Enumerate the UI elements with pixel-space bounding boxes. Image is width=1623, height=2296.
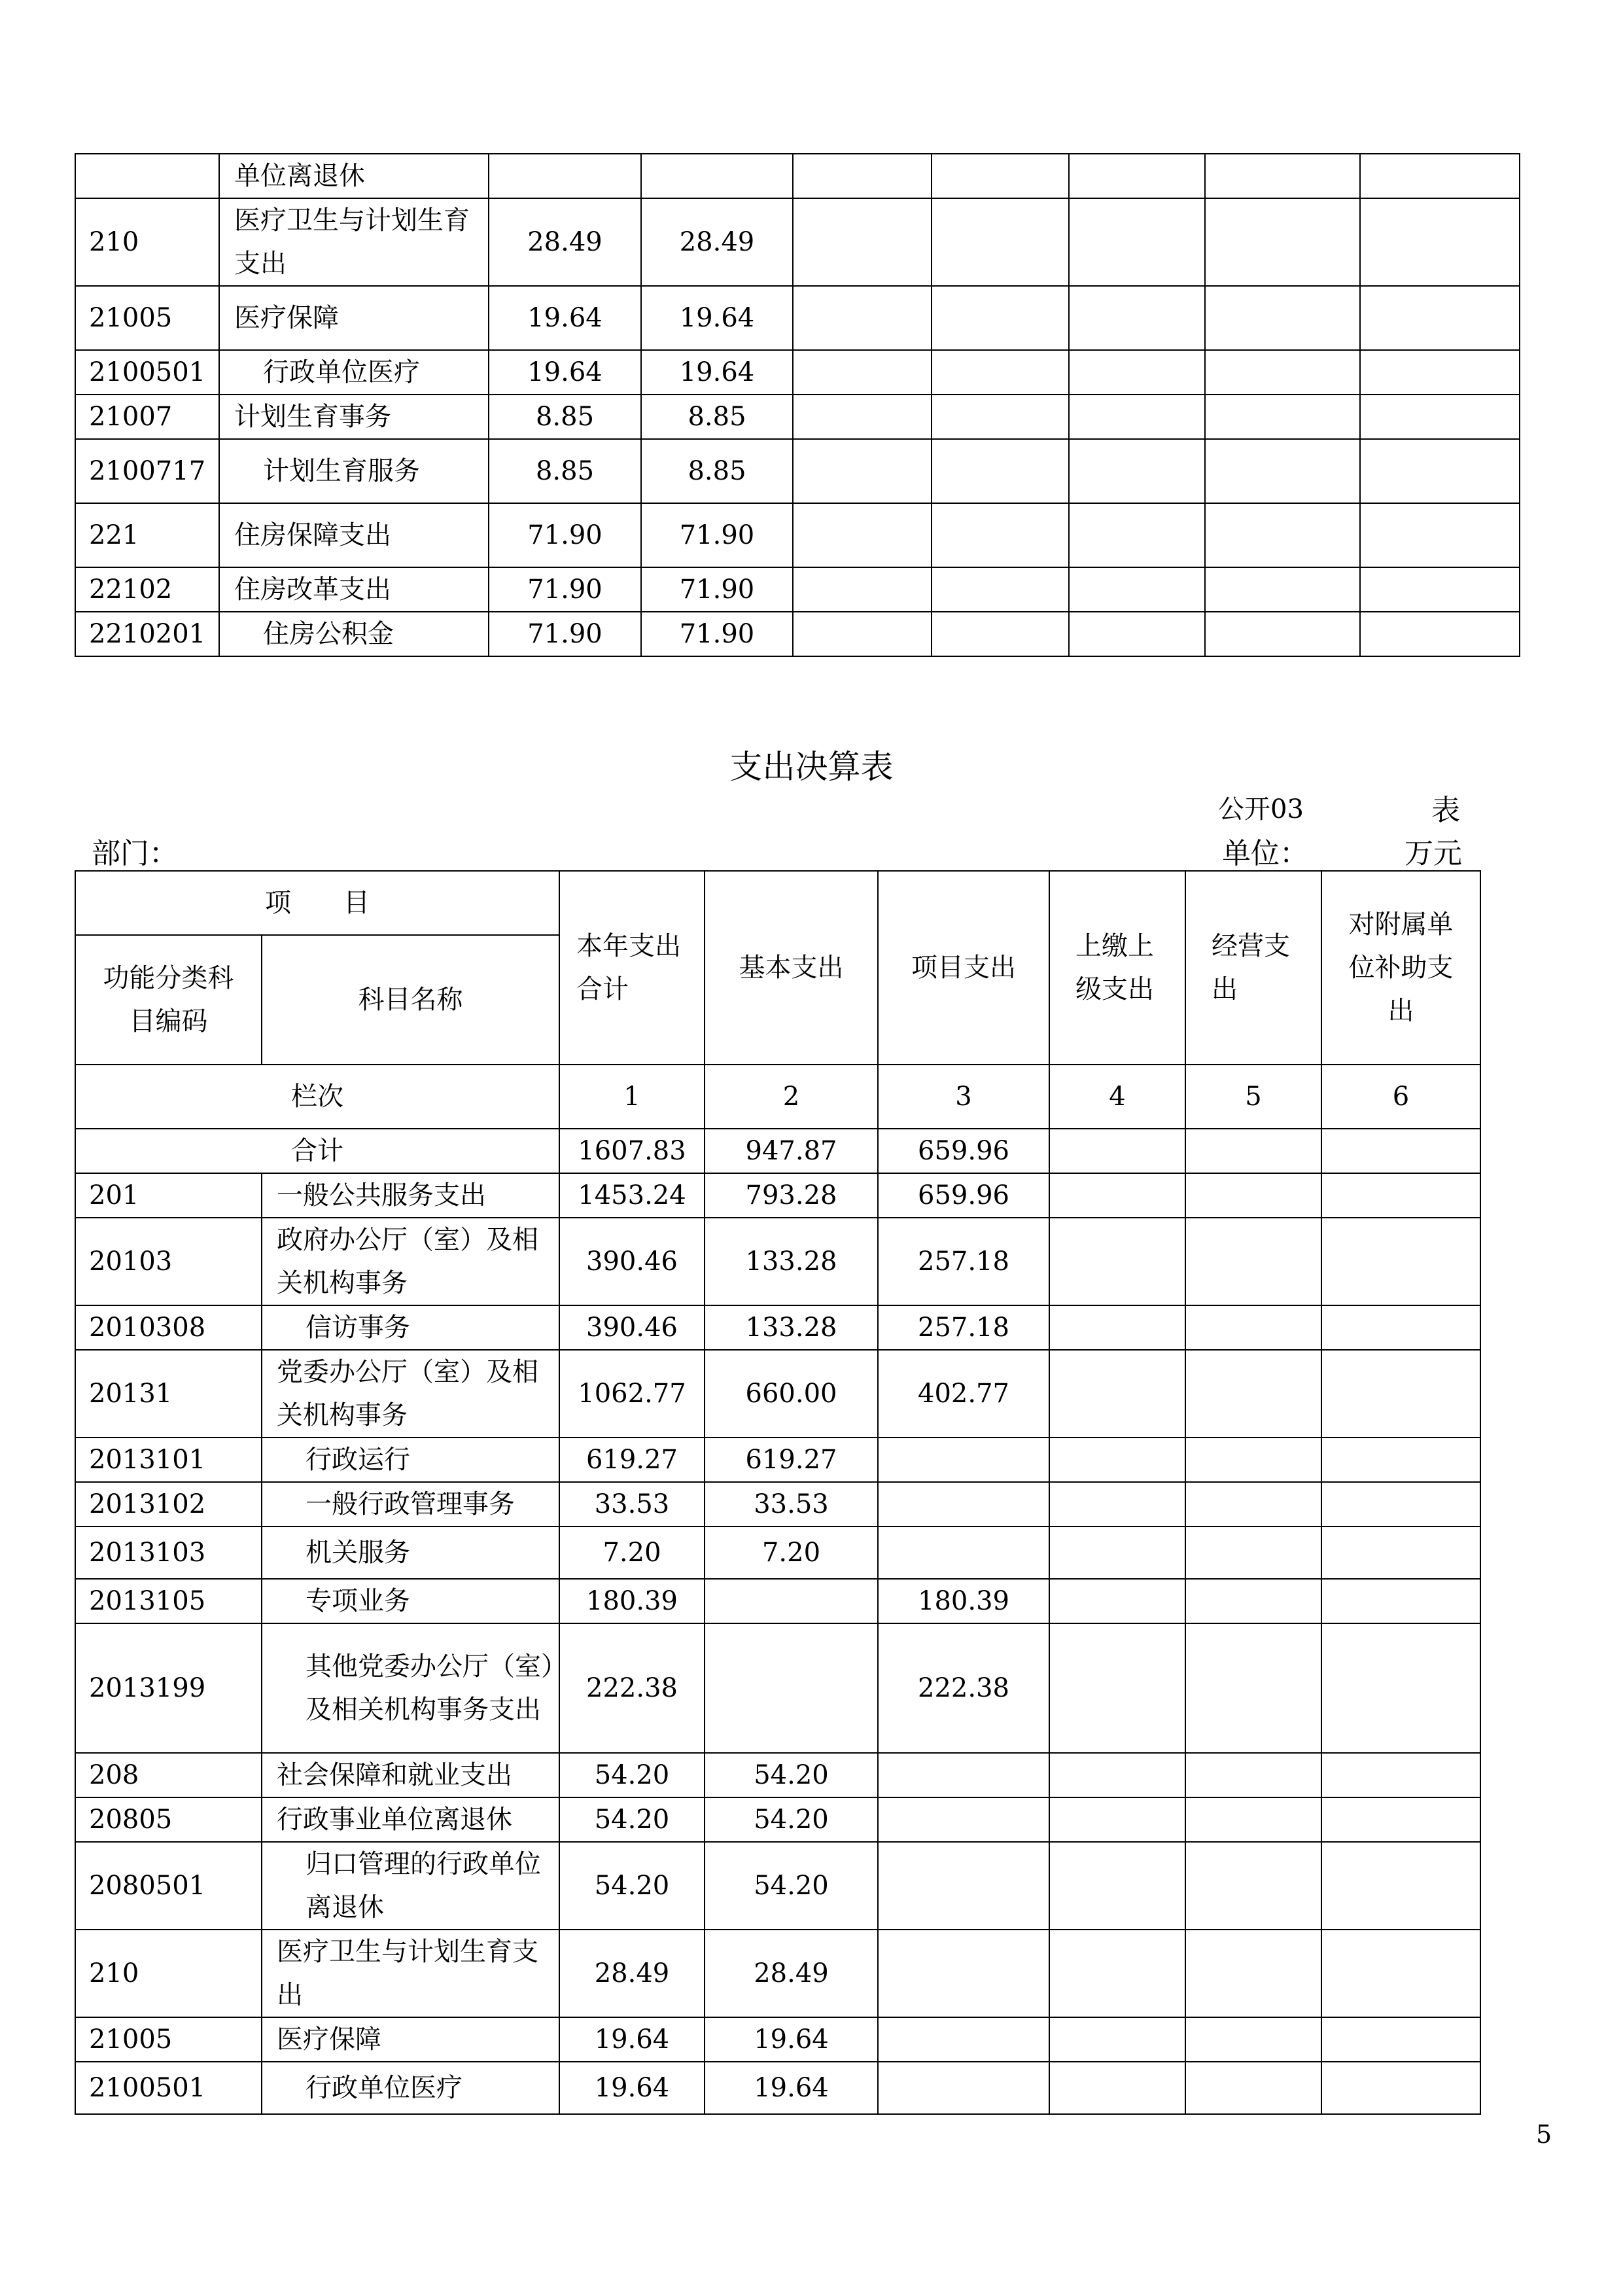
table-row <box>75 1842 1480 1930</box>
value-basic: 19.64 <box>641 350 793 395</box>
subject-name: 归口管理的行政单位离退休 <box>262 1842 559 1930</box>
table-row <box>75 1527 1480 1579</box>
empty-cell <box>1069 198 1205 286</box>
value-basic: 28.49 <box>705 1930 878 2017</box>
empty-cell <box>1321 1842 1480 1930</box>
dept-label: 部门： <box>92 837 178 870</box>
empty-cell <box>793 612 932 656</box>
column-number: 2 <box>705 1065 878 1129</box>
subject-name: 行政单位医疗 <box>262 2062 559 2114</box>
value-total: 54.20 <box>559 1842 705 1930</box>
table-number: 公开03 <box>1218 794 1304 824</box>
empty-cell <box>1185 1930 1321 2017</box>
value-basic: 19.64 <box>705 2062 878 2114</box>
value-item: 257.18 <box>878 1218 1049 1305</box>
empty-cell <box>932 567 1069 612</box>
value-basic: 19.64 <box>705 2017 878 2062</box>
empty-cell <box>932 395 1069 439</box>
subject-name: 医疗保障 <box>262 2017 559 2062</box>
page-number: 5 <box>1536 2120 1552 2149</box>
header-project: 项 目 <box>75 871 559 935</box>
empty-cell <box>1321 1623 1480 1753</box>
empty-cell <box>793 198 932 286</box>
total-value: 1607.83 <box>559 1129 705 1173</box>
empty-cell <box>1360 154 1520 198</box>
empty-cell <box>793 154 932 198</box>
empty-cell <box>793 503 932 567</box>
empty-cell <box>1321 1305 1480 1350</box>
empty-cell <box>1049 1842 1185 1930</box>
subject-name: 计划生育事务 <box>219 395 489 439</box>
value-item <box>878 1930 1049 2017</box>
value-basic: 660.00 <box>705 1350 878 1438</box>
value-basic: 8.85 <box>641 439 793 503</box>
subject-code: 2013101 <box>75 1438 262 1482</box>
empty-cell <box>1321 1438 1480 1482</box>
subject-code: 201 <box>75 1173 262 1218</box>
empty-cell <box>1360 612 1520 656</box>
empty-cell <box>932 286 1069 350</box>
total-value: 659.96 <box>878 1129 1049 1173</box>
table-row <box>75 395 1520 439</box>
subject-code: 21007 <box>75 395 219 439</box>
empty-cell <box>793 439 932 503</box>
header-basic: 基本支出 <box>705 871 878 1065</box>
value-total: 19.64 <box>559 2017 705 2062</box>
subject-name: 社会保障和就业支出 <box>262 1753 559 1797</box>
value-total: 54.20 <box>559 1753 705 1797</box>
subject-code: 21005 <box>75 2017 262 2062</box>
value-total: 1453.24 <box>559 1173 705 1218</box>
empty-cell <box>932 503 1069 567</box>
subject-name: 住房公积金 <box>219 612 489 656</box>
header-subsidy: 对附属单位补助支出 <box>1321 871 1480 1065</box>
value-total: 54.20 <box>559 1797 705 1842</box>
empty-cell <box>1049 1753 1185 1797</box>
value-total: 7.20 <box>559 1527 705 1579</box>
subject-name: 单位离退休 <box>219 154 489 198</box>
value-total: 8.85 <box>489 395 641 439</box>
header-name: 科目名称 <box>262 935 559 1065</box>
empty-cell <box>1185 1753 1321 1797</box>
empty-cell <box>1049 1579 1185 1623</box>
value-basic <box>641 154 793 198</box>
value-total: 222.38 <box>559 1623 705 1753</box>
empty-cell <box>1185 1129 1321 1173</box>
subject-name: 医疗卫生与计划生育支出 <box>219 198 489 286</box>
column-number: 5 <box>1185 1065 1321 1129</box>
table-row <box>75 503 1520 567</box>
empty-cell <box>1049 1218 1185 1305</box>
empty-cell <box>1205 503 1360 567</box>
subject-name: 机关服务 <box>262 1527 559 1579</box>
empty-cell <box>1321 1579 1480 1623</box>
empty-cell <box>1185 2017 1321 2062</box>
empty-cell <box>1069 503 1205 567</box>
subject-name: 住房保障支出 <box>219 503 489 567</box>
empty-cell <box>793 350 932 395</box>
subject-code: 2080501 <box>75 1842 262 1930</box>
value-basic: 54.20 <box>705 1797 878 1842</box>
table-row <box>75 154 1520 198</box>
empty-cell <box>1360 503 1520 567</box>
subject-name: 行政事业单位离退休 <box>262 1797 559 1842</box>
table-row <box>75 1797 1480 1842</box>
value-total: 71.90 <box>489 567 641 612</box>
subject-code: 22102 <box>75 567 219 612</box>
subject-code: 2013103 <box>75 1527 262 1579</box>
value-item <box>878 1797 1049 1842</box>
empty-cell <box>1321 1129 1480 1173</box>
empty-cell <box>1049 1438 1185 1482</box>
subject-code: 2013102 <box>75 1482 262 1527</box>
empty-cell <box>1185 1797 1321 1842</box>
subject-code: 21005 <box>75 286 219 350</box>
empty-cell <box>1321 1797 1480 1842</box>
empty-cell <box>1185 1623 1321 1753</box>
subject-name: 行政运行 <box>262 1438 559 1482</box>
table-row <box>75 1930 1480 2017</box>
value-basic: 54.20 <box>705 1842 878 1930</box>
value-basic: 71.90 <box>641 567 793 612</box>
empty-cell <box>1185 2062 1321 2114</box>
empty-cell <box>1049 1930 1185 2017</box>
value-basic <box>705 1623 878 1753</box>
empty-cell <box>1069 439 1205 503</box>
header-code: 功能分类科目编码 <box>75 935 262 1065</box>
table-row <box>75 1482 1480 1527</box>
subject-name: 信访事务 <box>262 1305 559 1350</box>
subject-code <box>75 154 219 198</box>
expenditure-table <box>75 870 1481 2115</box>
empty-cell <box>1069 286 1205 350</box>
table-row <box>75 1218 1480 1305</box>
empty-cell <box>932 612 1069 656</box>
empty-cell <box>1049 1797 1185 1842</box>
subject-name: 住房改革支出 <box>219 567 489 612</box>
unit-label: 单位： <box>1222 837 1308 870</box>
empty-cell <box>1321 1350 1480 1438</box>
empty-cell <box>1321 1753 1480 1797</box>
table-row <box>75 1579 1480 1623</box>
empty-cell <box>1185 1218 1321 1305</box>
empty-cell <box>1069 395 1205 439</box>
empty-cell <box>1049 1173 1185 1218</box>
empty-cell <box>793 567 932 612</box>
empty-cell <box>1049 1305 1185 1350</box>
value-basic: 28.49 <box>641 198 793 286</box>
value-total: 8.85 <box>489 439 641 503</box>
value-total: 390.46 <box>559 1218 705 1305</box>
empty-cell <box>1205 612 1360 656</box>
table-row <box>75 1438 1480 1482</box>
value-total: 390.46 <box>559 1305 705 1350</box>
value-item: 659.96 <box>878 1173 1049 1218</box>
table-row <box>75 350 1520 395</box>
table-row <box>75 567 1520 612</box>
value-basic: 54.20 <box>705 1753 878 1797</box>
value-total: 19.64 <box>489 286 641 350</box>
subject-code: 2010308 <box>75 1305 262 1350</box>
empty-cell <box>1321 1482 1480 1527</box>
value-total: 71.90 <box>489 503 641 567</box>
value-basic: 7.20 <box>705 1527 878 1579</box>
value-item <box>878 1438 1049 1482</box>
empty-cell <box>1321 1218 1480 1305</box>
empty-cell <box>1069 154 1205 198</box>
header-business: 经营支出 <box>1185 871 1321 1065</box>
table-row <box>75 612 1520 656</box>
empty-cell <box>1069 612 1205 656</box>
subject-code: 2100717 <box>75 439 219 503</box>
value-total: 28.49 <box>489 198 641 286</box>
total-label: 合计 <box>75 1129 559 1173</box>
empty-cell <box>1049 1350 1185 1438</box>
value-basic: 71.90 <box>641 612 793 656</box>
subject-name: 医疗保障 <box>219 286 489 350</box>
column-number: 4 <box>1049 1065 1185 1129</box>
subject-code: 210 <box>75 198 219 286</box>
subject-name: 党委办公厅（室）及相关机构事务 <box>262 1350 559 1438</box>
subject-code: 20131 <box>75 1350 262 1438</box>
subject-code: 2100501 <box>75 2062 262 2114</box>
table-row <box>75 2062 1480 2114</box>
empty-cell <box>1321 1930 1480 2017</box>
value-total <box>489 154 641 198</box>
table-row <box>75 1350 1480 1438</box>
empty-cell <box>1185 1579 1321 1623</box>
value-total: 19.64 <box>489 350 641 395</box>
subject-code: 20103 <box>75 1218 262 1305</box>
column-number: 3 <box>878 1065 1049 1129</box>
value-basic: 71.90 <box>641 503 793 567</box>
empty-cell <box>1185 1173 1321 1218</box>
value-total: 619.27 <box>559 1438 705 1482</box>
top-table <box>75 153 1520 657</box>
subject-name: 行政单位医疗 <box>219 350 489 395</box>
empty-cell <box>1049 1129 1185 1173</box>
value-total: 1062.77 <box>559 1350 705 1438</box>
value-item: 402.77 <box>878 1350 1049 1438</box>
value-item: 222.38 <box>878 1623 1049 1753</box>
empty-cell <box>1185 1842 1321 1930</box>
column-label: 栏次 <box>75 1065 559 1129</box>
value-basic <box>705 1579 878 1623</box>
empty-cell <box>1360 439 1520 503</box>
value-basic: 133.28 <box>705 1218 878 1305</box>
empty-cell <box>1360 198 1520 286</box>
value-item <box>878 1753 1049 1797</box>
subject-code: 2013199 <box>75 1623 262 1753</box>
empty-cell <box>1185 1527 1321 1579</box>
subject-name: 政府办公厅（室）及相关机构事务 <box>262 1218 559 1305</box>
header-total: 本年支出合计 <box>559 871 705 1065</box>
empty-cell <box>932 350 1069 395</box>
value-total: 33.53 <box>559 1482 705 1527</box>
empty-cell <box>1360 567 1520 612</box>
value-basic: 19.64 <box>641 286 793 350</box>
subject-name: 医疗卫生与计划生育支出 <box>262 1930 559 2017</box>
value-total: 28.49 <box>559 1930 705 2017</box>
subject-name: 一般行政管理事务 <box>262 1482 559 1527</box>
empty-cell <box>1321 2062 1480 2114</box>
subject-name: 其他党委办公厅（室）及相关机构事务支出 <box>262 1623 559 1753</box>
table-row <box>75 286 1520 350</box>
header-item: 项目支出 <box>878 871 1049 1065</box>
empty-cell <box>1360 395 1520 439</box>
table-row <box>75 1753 1480 1797</box>
empty-cell <box>1321 1527 1480 1579</box>
empty-cell <box>1185 1438 1321 1482</box>
empty-cell <box>1185 1482 1321 1527</box>
empty-cell <box>1185 1305 1321 1350</box>
table-row <box>75 1305 1480 1350</box>
table-title: 支出决算表 <box>729 748 894 786</box>
unit-value: 万元 <box>1405 837 1462 870</box>
empty-cell <box>1321 1173 1480 1218</box>
empty-cell <box>1069 350 1205 395</box>
table-row <box>75 2017 1480 2062</box>
subject-code: 2013105 <box>75 1579 262 1623</box>
value-basic: 33.53 <box>705 1482 878 1527</box>
subject-code: 20805 <box>75 1797 262 1842</box>
column-number: 6 <box>1321 1065 1480 1129</box>
empty-cell <box>932 198 1069 286</box>
subject-code: 210 <box>75 1930 262 2017</box>
empty-cell <box>1049 1482 1185 1527</box>
value-item <box>878 1527 1049 1579</box>
value-total: 180.39 <box>559 1579 705 1623</box>
empty-cell <box>1205 395 1360 439</box>
subject-name: 一般公共服务支出 <box>262 1173 559 1218</box>
subject-code: 208 <box>75 1753 262 1797</box>
value-total: 19.64 <box>559 2062 705 2114</box>
empty-cell <box>1205 439 1360 503</box>
header-upper: 上缴上级支出 <box>1049 871 1185 1065</box>
empty-cell <box>1185 1350 1321 1438</box>
value-basic: 619.27 <box>705 1438 878 1482</box>
empty-cell <box>793 395 932 439</box>
subject-code: 221 <box>75 503 219 567</box>
value-basic: 133.28 <box>705 1305 878 1350</box>
subject-code: 2100501 <box>75 350 219 395</box>
value-basic: 793.28 <box>705 1173 878 1218</box>
table-suffix: 表 <box>1431 794 1460 827</box>
empty-cell <box>1321 2017 1480 2062</box>
value-basic: 8.85 <box>641 395 793 439</box>
subject-name: 专项业务 <box>262 1579 559 1623</box>
empty-cell <box>1360 286 1520 350</box>
value-item <box>878 2062 1049 2114</box>
table-row <box>75 1173 1480 1218</box>
empty-cell <box>1205 567 1360 612</box>
empty-cell <box>932 154 1069 198</box>
value-item <box>878 1842 1049 1930</box>
subject-code: 2210201 <box>75 612 219 656</box>
value-item <box>878 1482 1049 1527</box>
empty-cell <box>1049 1527 1185 1579</box>
value-item: 257.18 <box>878 1305 1049 1350</box>
column-number: 1 <box>559 1065 705 1129</box>
empty-cell <box>1205 286 1360 350</box>
value-total: 71.90 <box>489 612 641 656</box>
total-value: 947.87 <box>705 1129 878 1173</box>
subject-name: 计划生育服务 <box>219 439 489 503</box>
table-row <box>75 1623 1480 1753</box>
empty-cell <box>1049 2017 1185 2062</box>
empty-cell <box>1069 567 1205 612</box>
table-row <box>75 198 1520 286</box>
empty-cell <box>1205 198 1360 286</box>
empty-cell <box>793 286 932 350</box>
empty-cell <box>1049 2062 1185 2114</box>
value-item <box>878 2017 1049 2062</box>
empty-cell <box>932 439 1069 503</box>
empty-cell <box>1205 350 1360 395</box>
value-item: 180.39 <box>878 1579 1049 1623</box>
empty-cell <box>1205 154 1360 198</box>
empty-cell <box>1049 1623 1185 1753</box>
table-row <box>75 439 1520 503</box>
empty-cell <box>1360 350 1520 395</box>
